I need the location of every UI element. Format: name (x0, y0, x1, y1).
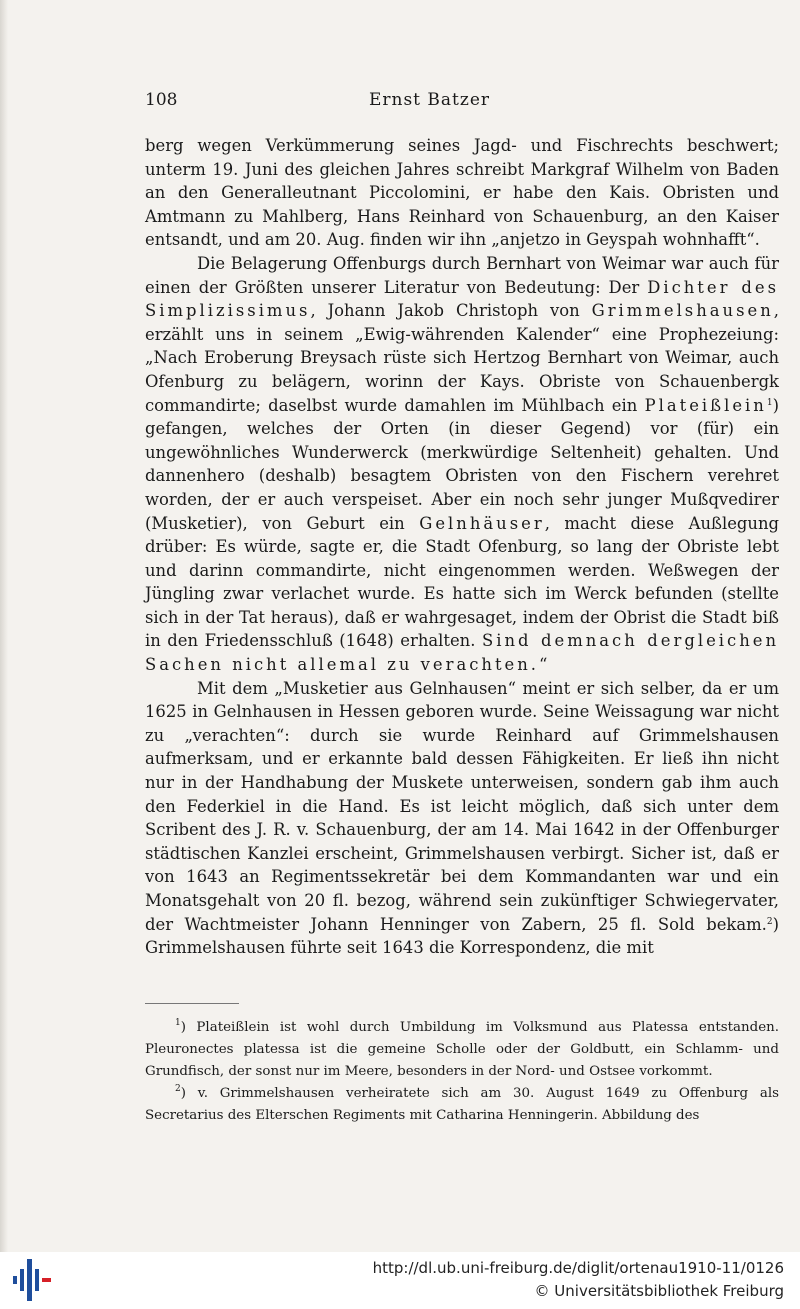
paragraph-1: berg wegen Verkümmerung seines Jagd- und Fischrechts beschwert; unterm 19. Juni des gleichen Jahres schreibt Markgraf Wilhelm von Baden an den Generalleutnant Piccolomini, er habe den Kais. Obristen und Amtmann zu Mahlberg, Hans Reinhard von Schauenburg, an den Kaiser entsandt, und am 20. Aug. finden wir ihn „anjetzo in Geyspah wohnhafft“. (145, 136, 779, 250)
footnote-ref: 1 (766, 397, 773, 408)
footnotes (145, 1017, 779, 1127)
text-run: “ (539, 655, 548, 675)
viewer-footer (0, 1252, 800, 1309)
paragraph-2 (145, 252, 779, 677)
footnote-1 (145, 1017, 779, 1083)
running-head: Ernst Batzer (368, 90, 491, 110)
spaced-text: Grimmelshausen (591, 301, 774, 321)
paragraph-3 (145, 677, 779, 960)
text-run: , erzählt uns in seinem „Ewig-währenden Kalender“ eine Prophezeiung: „Nach Eroberung Breysach rüste sich Hertzog Bernhart von Weimar, auch Ofenburg zu belägern, worinn der Kays. Obriste von Schauenbergk commandirte; daselbst wurde damahlen im Mühlbach ein (145, 301, 779, 415)
university-logo-icon (6, 1257, 52, 1303)
footnote-2 (145, 1083, 779, 1127)
copyright-credit: © Universitätsbibliothek Freiburg (534, 1282, 784, 1300)
page-edge-shadow (0, 0, 8, 1252)
spaced-text: Sind demnach dergleichen Sachen nicht allemal zu verachten. (145, 631, 780, 675)
spaced-text: Plateißlein (644, 395, 767, 415)
footnote-mark: 1 (175, 1018, 181, 1028)
spaced-text: Gelnhäuser (419, 513, 545, 533)
spaced-text: Dichter des Simplizissimus (145, 277, 779, 321)
page-number: 108 (145, 90, 178, 110)
text-run: Mit dem „Musketier aus Gelnhausen“ meint er sich selber, da er um 1625 in Gelnhausen in Hessen geboren wurde. Seine Weissagung war nicht zu „verachten“: durch sie wurde Reinhard auf Grimmelshausen aufmerksam, und er erkannte bald dessen Fähigkeiten. Er ließ ihn nicht nur in der Handhabung der Muskete unterweisen, sondern gab ihm auch den Federkiel in die Hand. Es ist leicht möglich, daß sich unter dem Scribent des J. R. v. Schauenburg, der am 14. Mai 1642 in der Offenburger städtischen Kanzlei erscheint, Grimmelshausen verbirgt. Sicher ist, daß er von 1643 an Regimentssekretär bei dem Kommandanten war und ein Monatsgehalt von 20 fl. bezog, während sein zukünftiger Schwiegervater, der Wachtmeister Johann Henninger von Zabern, 25 fl. Sold bekam. (145, 678, 779, 934)
text-run: ) gefangen, welches der Orten (in dieser Gegend) vor (für) ein ungewöhnliches Wunderwerck (merkwürdige Seltenheit) gehalten. Und dannenhero (deshalb) besagtem Obristen von den Fischern verehret worden, der er auch verspeiset. Aber ein noch sehr junger Mußqvedirer (Musketier), von Geburt ein (145, 395, 779, 533)
page-header (145, 90, 714, 116)
footnote-text: ) v. Grimmelshausen verheiratete sich am 30. August 1649 zu Offenburg als Secretarius des Elterschen Regiments mit Catharina Henningerin. Abbildung des (145, 1086, 779, 1123)
footnote-mark: 2 (175, 1084, 181, 1094)
source-link[interactable]: http://dl.ub.uni-freiburg.de/diglit/ortenau1910-11/0126 (372, 1259, 784, 1277)
text-run: , Johann Jakob Christoph von (310, 301, 592, 321)
text-run: Die Belagerung Offenburgs durch Bernhart von Weimar war auch für einen der Größten unserer Literatur von Bedeutung: Der (145, 253, 779, 297)
footnote-divider (145, 1003, 239, 1004)
footnote-text: ) Plateißlein ist wohl durch Umbildung im Volksmund aus Platessa entstanden. Pleuronectes platessa ist die gemeine Scholle oder der Goldbutt, ein Schlamm- und Grundfisch, der sonst nur im Meere, besonders in der Nord- und Ostsee vorkommt. (145, 1020, 779, 1079)
text-run: , macht diese Außlegung drüber: Es würde, sagte er, die Stadt Ofenburg, so lang der Obriste lebt und darinn commandirte, nicht eingenommen werden. Weßwegen der Jüngling zwar verlachet wurde. Es hatte sich im Werck befunden (stellte sich in der Tat heraus), daß er wahrgesaget, indem der Obrist die Stadt biß in den Friedensschluß (1648) erhalten. (145, 513, 779, 651)
text-run: ) Grimmelshausen führte seit 1643 die Korrespondenz, die mit (145, 914, 779, 958)
footnote-ref: 2 (766, 916, 773, 927)
body-text (145, 134, 779, 960)
